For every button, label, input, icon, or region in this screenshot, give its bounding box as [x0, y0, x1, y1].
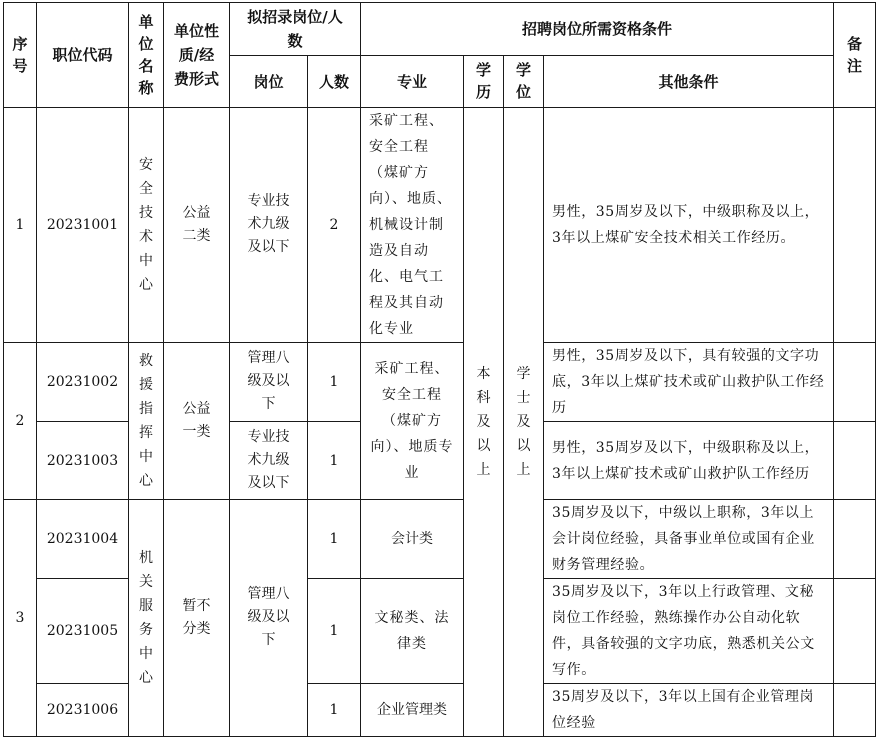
unit-nature-cell: 公益二类	[164, 108, 230, 343]
table-row	[4, 108, 876, 343]
count-cell: 2	[308, 108, 361, 343]
table-row	[4, 500, 876, 579]
count-cell: 1	[308, 343, 361, 422]
code-cell: 20231004	[37, 500, 129, 579]
header-count: 人数	[308, 56, 361, 108]
major-cell: 企业管理类	[361, 684, 464, 737]
remark-cell	[834, 579, 876, 684]
seq-cell: 3	[4, 500, 37, 737]
other-conditions-cell: 35周岁及以下，中级以上职称，3年以上会计岗位经验，具备事业单位或国有企业财务管理经验。	[544, 500, 834, 579]
post-cell: 专业技术九级及以下	[230, 422, 308, 500]
other-conditions-cell: 35周岁及以下，3年以上行政管理、文秘岗位工作经验，熟练操作办公自动化软件，具备较强的文字功底，熟悉机关公文写作。	[544, 579, 834, 684]
education-cell: 本科及以上	[464, 108, 504, 737]
other-conditions-cell: 男性，35周岁及以下，中级职称及以上，3年以上煤矿技术或矿山救护队工作经历	[544, 422, 834, 500]
unit-name-cell: 安全技术中心	[129, 108, 164, 343]
header-education: 学历	[464, 56, 504, 108]
code-cell: 20231005	[37, 579, 129, 684]
remark-cell	[834, 343, 876, 422]
remark-cell	[834, 108, 876, 343]
header-post: 岗位	[230, 56, 308, 108]
post-cell: 管理八级及以下	[230, 500, 308, 737]
degree-cell: 学士及以上	[504, 108, 544, 737]
post-cell: 管理八级及以下	[230, 343, 308, 422]
major-cell: 文秘类、法律类	[361, 579, 464, 684]
seq-cell: 2	[4, 343, 37, 500]
count-cell: 1	[308, 422, 361, 500]
other-conditions-cell: 男性，35周岁及以下，中级职称及以上，3年以上煤矿安全技术相关工作经历。	[544, 108, 834, 343]
header-unit-nature: 单位性质/经费形式	[164, 3, 230, 108]
major-cell: 采矿工程、安全工程（煤矿方向）、地质、机械设计制造及自动化、电气工程及其自动化专业	[361, 108, 464, 343]
count-cell: 1	[308, 684, 361, 737]
unit-nature-cell: 公益一类	[164, 343, 230, 500]
code-cell: 20231002	[37, 343, 129, 422]
other-conditions-cell: 男性，35周岁及以下，具有较强的文字功底，3年以上煤矿技术或矿山救护队工作经历	[544, 343, 834, 422]
seq-cell: 1	[4, 108, 37, 343]
header-remark: 备注	[834, 3, 876, 108]
header-unit-name: 单位名称	[129, 3, 164, 108]
header-other: 其他条件	[544, 56, 834, 108]
other-conditions-cell: 35周岁及以下，3年以上国有企业管理岗位经验	[544, 684, 834, 737]
header-seq: 序号	[4, 3, 37, 108]
major-cell: 采矿工程、安全工程（煤矿方向）、地质专业	[361, 343, 464, 500]
table-row	[4, 343, 876, 422]
remark-cell	[834, 684, 876, 737]
code-cell: 20231003	[37, 422, 129, 500]
count-cell: 1	[308, 500, 361, 579]
header-planned-posts: 拟招录岗位/人数	[230, 3, 361, 56]
header-code: 职位代码	[37, 3, 129, 108]
post-cell: 专业技术九级及以下	[230, 108, 308, 343]
header-qualification: 招聘岗位所需资格条件	[361, 3, 834, 56]
major-cell: 会计类	[361, 500, 464, 579]
unit-nature-cell: 暂不分类	[164, 500, 230, 737]
code-cell: 20231006	[37, 684, 129, 737]
remark-cell	[834, 500, 876, 579]
code-cell: 20231001	[37, 108, 129, 343]
remark-cell	[834, 422, 876, 500]
header-row-1	[4, 3, 876, 56]
header-major: 专业	[361, 56, 464, 108]
unit-name-cell: 机关服务中心	[129, 500, 164, 737]
count-cell: 1	[308, 579, 361, 684]
unit-name-cell: 救援指挥中心	[129, 343, 164, 500]
recruitment-table	[3, 2, 876, 737]
header-degree: 学位	[504, 56, 544, 108]
